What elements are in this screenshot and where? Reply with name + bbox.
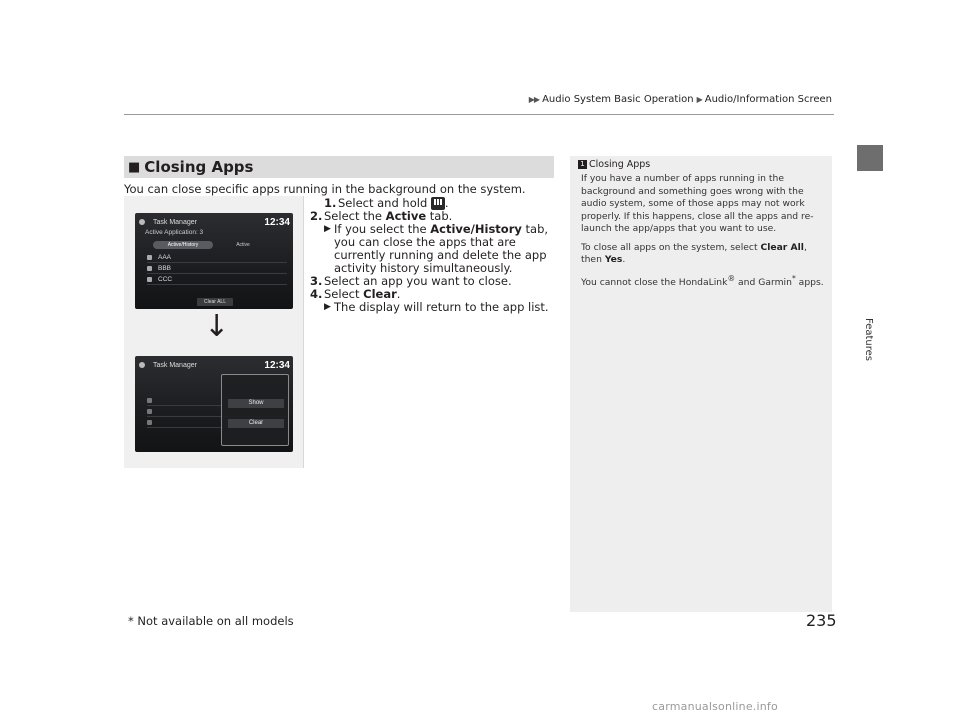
active-app-count: Active Application: 3 [145,229,204,236]
result-text: The display will return to the app list. [334,300,549,314]
note-paragraph [578,273,824,290]
step-text-end: . [396,287,401,301]
step-4-result [310,301,560,314]
note-keyword: Clear All [760,241,804,253]
intro-text: You can close specific apps running in the background on the system. [124,182,526,196]
note-text: . [622,254,626,265]
step-number: 3. [310,274,323,288]
procedure-steps [310,197,560,314]
app-icon [147,266,152,271]
step-2-result [310,223,560,275]
app-list-item[interactable] [147,253,287,263]
square-bullet-icon: ■ [128,159,141,175]
section-title: Closing Apps [144,158,254,176]
app-icon [147,255,152,260]
app-name: CCC [158,276,173,283]
task-manager-menu-screen [135,356,293,452]
note-text: To close all apps on the system, select [581,241,761,253]
app-list-item[interactable] [147,275,287,285]
step-text: Select an app you want to close. [324,274,512,288]
side-note [570,156,832,612]
step-text: Select [324,287,364,301]
task-manager-screen [135,213,293,309]
clear-button[interactable]: Clear [228,419,284,428]
back-icon [139,362,145,368]
breadcrumb-arrow-icon: ▶▶ [528,95,540,104]
header-divider [124,114,834,115]
step-keyword: Clear [363,287,397,301]
screen-title: Task Manager [153,361,197,369]
app-icon [147,420,152,425]
screen-illustration [124,196,304,468]
footnote-marker: * [791,273,796,283]
breadcrumb-page: Audio/Information Screen [704,94,832,105]
step-keyword: Active [385,209,427,223]
screen-clock: 12:34 [264,216,290,228]
app-icon [147,277,152,282]
step-text: Select the [324,209,386,223]
app-icon [147,409,152,414]
result-arrow-icon: ▶ [324,224,331,234]
tab-active[interactable]: Active [236,242,250,248]
breadcrumb [529,94,832,105]
result-text: If you select the [334,222,431,236]
breadcrumb-arrow-icon: ▶ [696,95,702,104]
screen-tabs [153,241,273,249]
tab-active-history[interactable]: Active/History [153,241,213,249]
app-name: BBB [158,265,172,272]
step-4 [310,288,560,314]
note-paragraph: If you have a number of apps running in the background and something goes wrong with the audio system, some of those apps may not work properly. If this happens, close all the apps and re-launch the app/apps that you want to use. [581,173,814,234]
note-text: and Garmin [735,276,792,288]
step-text-end: tab. [426,209,453,223]
app-name: AAA [158,254,172,261]
note-marker-icon: 1 [578,160,587,169]
clear-all-button[interactable]: Clear ALL [197,298,233,306]
footnote: * Not available on all models [128,614,294,628]
note-text: , then [581,241,807,265]
step-number: 1. [324,196,337,210]
step-number: 4. [310,287,323,301]
note-keyword: Yes [604,254,623,265]
step-text-end: . [444,196,449,210]
registered-mark: ® [727,273,736,283]
screen-title: Task Manager [153,218,197,226]
result-keyword: Active/History [430,222,522,236]
app-option-menu [221,374,289,446]
breadcrumb-section: Audio System Basic Operation [542,94,694,105]
watermark: carmanualsonline.info [652,700,778,713]
app-list-item[interactable] [147,264,287,274]
note-title: Closing Apps [589,159,651,170]
screen-header [139,359,290,371]
result-arrow-icon: ▶ [324,302,331,312]
chapter-label: Features [863,318,874,361]
note-text: apps. [795,276,824,288]
section-heading [124,156,554,178]
note-heading [578,159,824,170]
note-paragraph [578,242,824,267]
result-text-end: tab, you can close the apps that are currently running and delete the app activity history simultaneously. [334,222,549,275]
screen-clock: 12:34 [264,359,290,371]
chapter-tab [857,145,883,171]
step-text: Select and hold [338,196,431,210]
back-icon [139,219,145,225]
step-2 [310,210,560,275]
note-text: You cannot close the HondaLink [581,276,728,288]
show-button[interactable]: Show [228,399,284,408]
app-icon [147,398,152,403]
page-number: 235 [806,611,837,630]
step-number: 2. [310,209,323,223]
down-arrow-icon: ↓ [204,309,230,344]
screen-header [139,216,290,228]
